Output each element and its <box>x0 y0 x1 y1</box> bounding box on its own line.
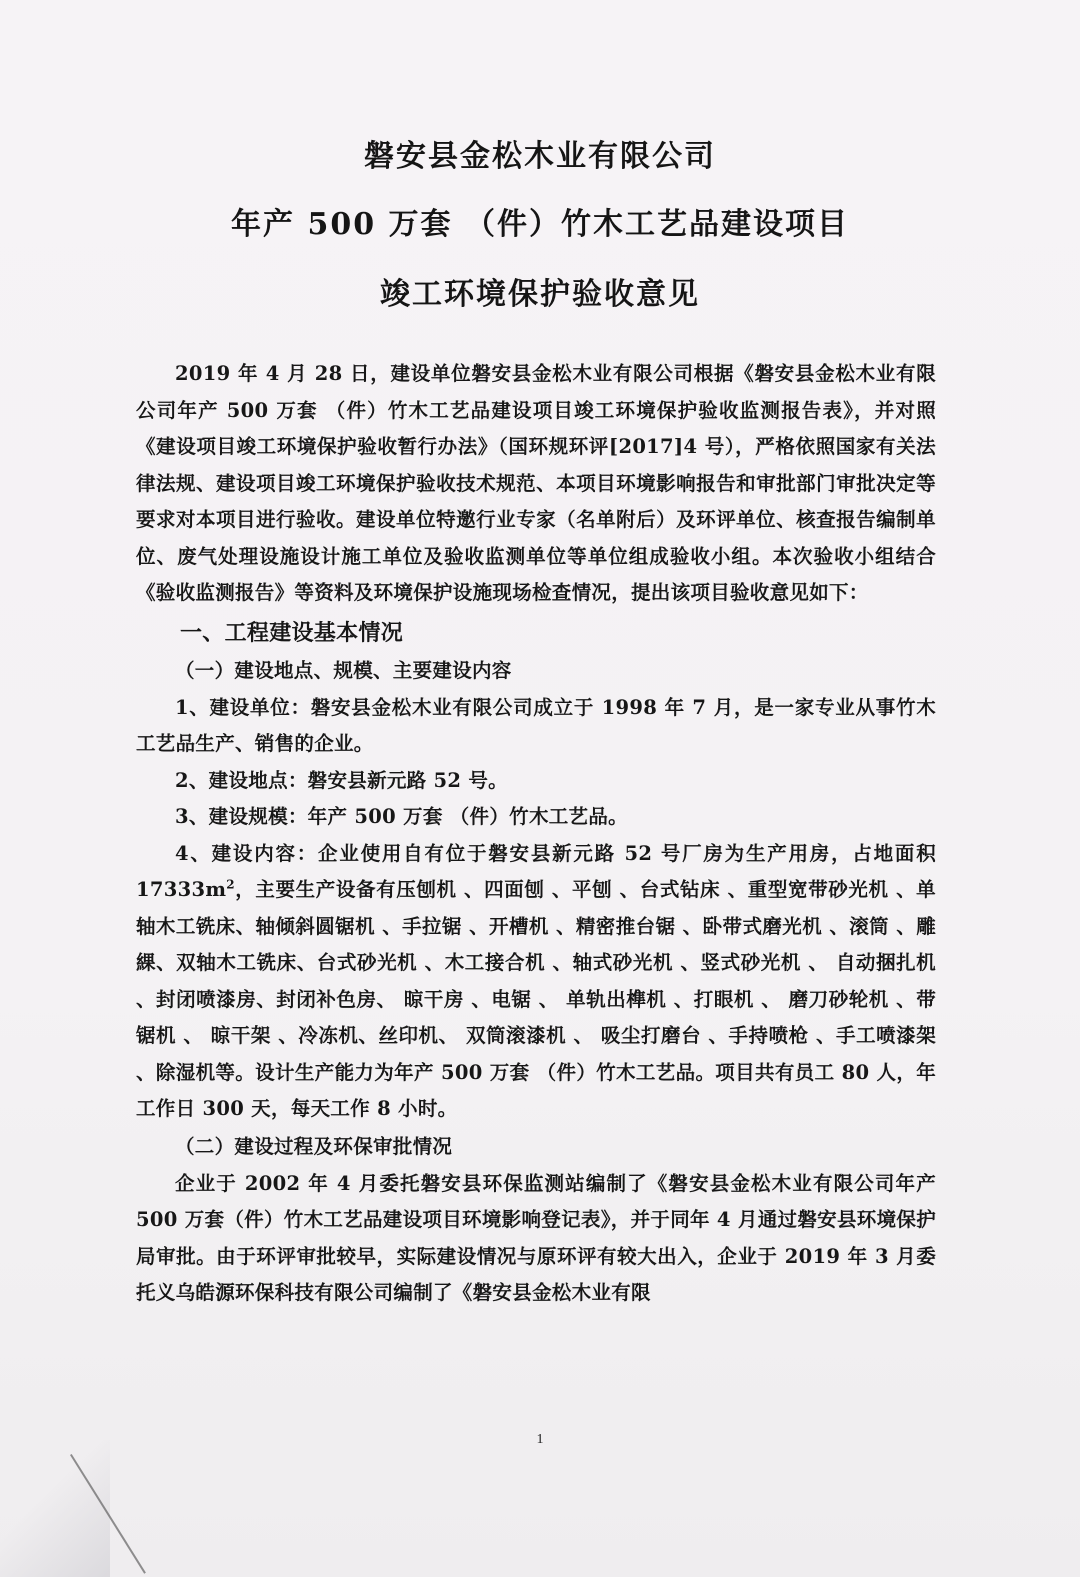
title-subject: 竣工环境保护验收意见 <box>380 277 700 312</box>
item-content-before: 4、建设内容：企业使用自有位于磐安县新元路 52 号厂房为生产用房，占地面积 17333m <box>136 841 936 901</box>
item-construction-site: 2、建设地点：磐安县新元路 52 号。 <box>175 768 508 792</box>
page-number: 1 <box>536 1432 544 1447</box>
title-project: 年产 500 万套 （件）竹木工艺品建设项目 <box>231 207 849 242</box>
item-construction-scale: 3、建设规模：年产 500 万套 （件）竹木工艺品。 <box>175 805 628 828</box>
title-company: 磐安县金松木业有限公司 <box>364 139 716 174</box>
document-title-block <box>0 140 1080 312</box>
subsection-heading-location-scale: （一）建设地点、规模、主要建设内容 <box>175 658 512 682</box>
subsection-heading-approval: （二）建设过程及环保审批情况 <box>175 1134 453 1158</box>
approval-paragraph: 企业于 2002 年 4 月委托磐安县环保监测站编制了《磐安县金松木业有限公司年产 500 万套（件）竹木工艺品建设项目环境影响登记表》，并于同年 4 月通过磐安县环境保护局审批。由于环评审批较早，实际建设情况与原环评有较大出入，企业于 2019 年 3 月委托义乌皓源环保科技有限公司编制了《磐安县金松木业有限 <box>136 1171 936 1304</box>
item-construction-content <box>136 836 936 1128</box>
section-heading-basic-info: 一、工程建设基本情况 <box>180 619 404 646</box>
area-unit-superscript: 2 <box>226 877 235 892</box>
item-content-after: ，主要生产设备有压刨机 、四面刨 、平刨 、台式钻床 、重型宽带砂光机 、单轴木工铣床、轴倾斜圆锯机 、手拉锯 、开槽机 、精密推台锯 、卧带式磨光机 、滚筒 、雕綶、双轴木工铣床、台式砂光机 、木工接合机 、轴式砂光机 、竖式砂光机 、 自动捆扎机 、封闭喷漆房、封闭补色房、 晾干房 、电锯 、 单轨出榫机 、打眼机 、 磨刀砂轮机 、带锯机 、 晾干架 、冷冻机、丝印机、 双筒滚漆机 、 吸尘打磨台 、手持喷枪 、手工喷漆架 、除湿机等。设计生产能力为年产 500 万套 （件）竹木工艺品。项目共有员工 80 人，年工作日 300 天，每天工作 8 小时。 <box>136 878 936 1120</box>
item-construction-unit: 1、建设单位：磐安县金松木业有限公司成立于 1998 年 7 月，是一家专业从事竹木工艺品生产、销售的企业。 <box>136 695 936 755</box>
intro-paragraph: 2019 年 4 月 28 日，建设单位磐安县金松木业有限公司根据《磐安县金松木业有限公司年产 500 万套 （件）竹木工艺品建设项目竣工环境保护验收监测报告表》，并对照《建设项目竣工环境保护验收暂行办法》（国环规环评[2017]4 号），严格依照国家有关法律法规、建设项目竣工环境保护验收技术规范、本项目环境影响报告和审批部门审批决定等要求对本项目进行验收。建设单位特邀行业专家（名单附后）及环评单位、核查报告编制单位、废气处理设施设计施工单位及验收监测单位等单位组成验收小组。本次验收小组结合《验收监测报告》等资料及环境保护设施现场检查情况，提出该项目验收意见如下： <box>136 362 936 604</box>
page-shadow <box>0 1440 110 1577</box>
document-body <box>136 356 936 1312</box>
